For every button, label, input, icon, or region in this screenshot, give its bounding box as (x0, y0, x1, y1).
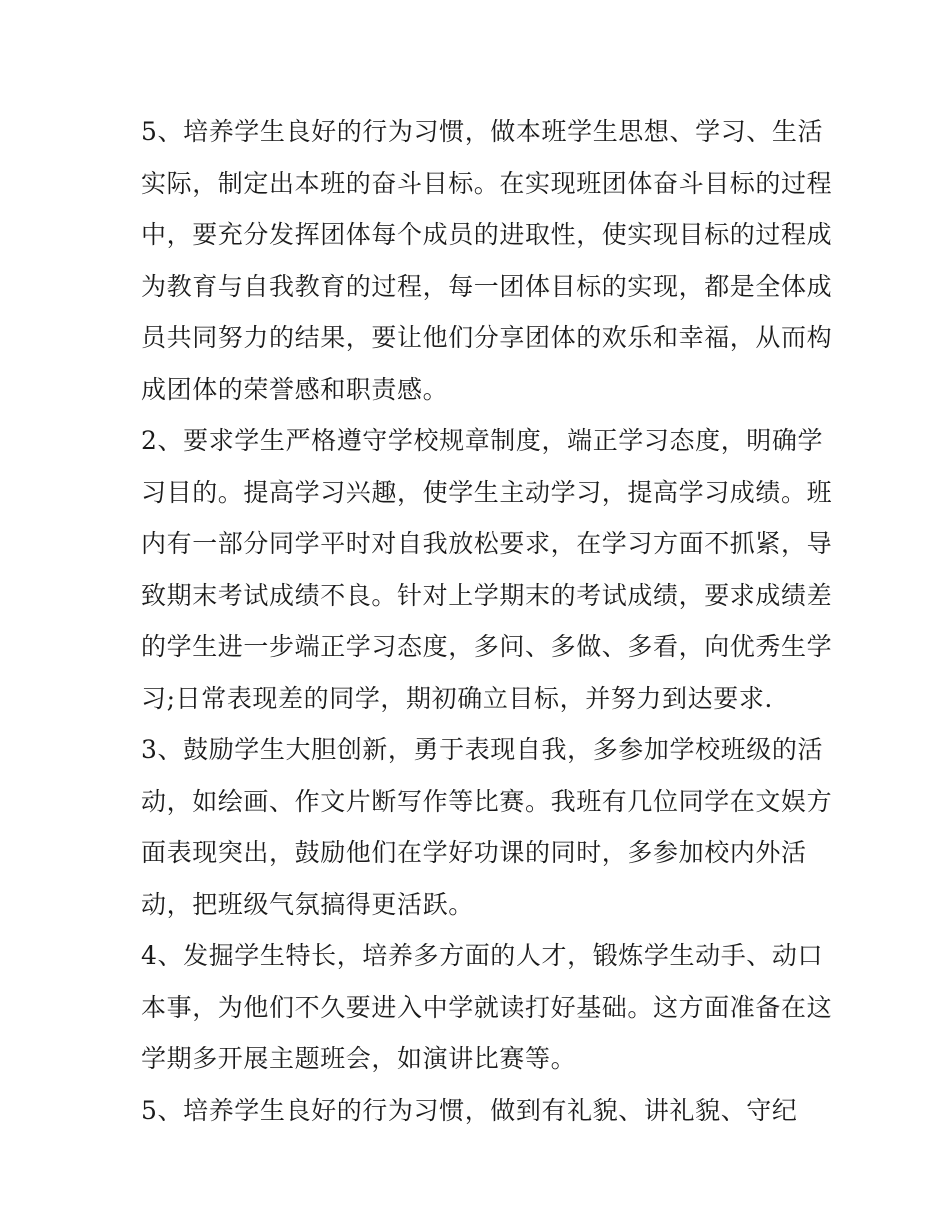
document-body (141, 106, 833, 1136)
text-line: 4、发掘学生特长，培养多方面的人才，锻炼学生动手、动口 (141, 941, 824, 970)
text-line: 2、要求学生严格遵守学校规章制度，端正学习态度，明确学 (141, 426, 824, 455)
text-line: 5、培养学生良好的行为习惯，做到有礼貌、讲礼貌、守纪 (141, 1095, 798, 1125)
text-line: 动，把班级气氛搞得更活跃。 (141, 889, 474, 919)
text-line: 的学生进一步端正学习态度，多问、多做、多看，向优秀生学 (141, 632, 833, 661)
text-line: 内有一部分同学平时对自我放松要求，在学习方面不抓紧，导 (141, 529, 833, 558)
text-line: 中，要充分发挥团体每个成员的进取性，使实现目标的过程成 (141, 220, 833, 249)
text-line: 面表现突出，鼓励他们在学好功课的同时，多参加校内外活 (141, 838, 807, 867)
text-line: 为教育与自我教育的过程，每一团体目标的实现，都是全体成 (141, 271, 833, 301)
text-line: 5、培养学生良好的行为习惯，做本班学生思想、学习、生活 (141, 117, 824, 146)
text-line: 习;日常表现差的同学，期初确立目标，并努力到达要求. (141, 683, 773, 713)
text-line: 学期多开展主题班会，如演讲比赛等。 (141, 1044, 577, 1073)
text-line: 习目的。提高学习兴趣，使学生主动学习，提高学习成绩。班 (141, 477, 833, 507)
text-line: 员共同努力的结果，要让他们分享团体的欢乐和幸福，从而构 (141, 323, 833, 352)
text-line: 3、鼓励学生大胆创新，勇于表现自我，多参加学校班级的活 (141, 735, 824, 764)
text-line: 动，如绘画、作文片断写作等比赛。我班有几位同学在文娱方 (141, 786, 833, 816)
text-line: 实际，制定出本班的奋斗目标。在实现班团体奋斗目标的过程 (141, 168, 833, 198)
text-line: 致期末考试成绩不良。针对上学期末的考试成绩，要求成绩差 (141, 580, 833, 610)
text-line: 成团体的荣誉感和职责感。 (141, 374, 449, 404)
text-line: 本事，为他们不久要进入中学就读打好基础。这方面准备在这 (141, 992, 833, 1022)
